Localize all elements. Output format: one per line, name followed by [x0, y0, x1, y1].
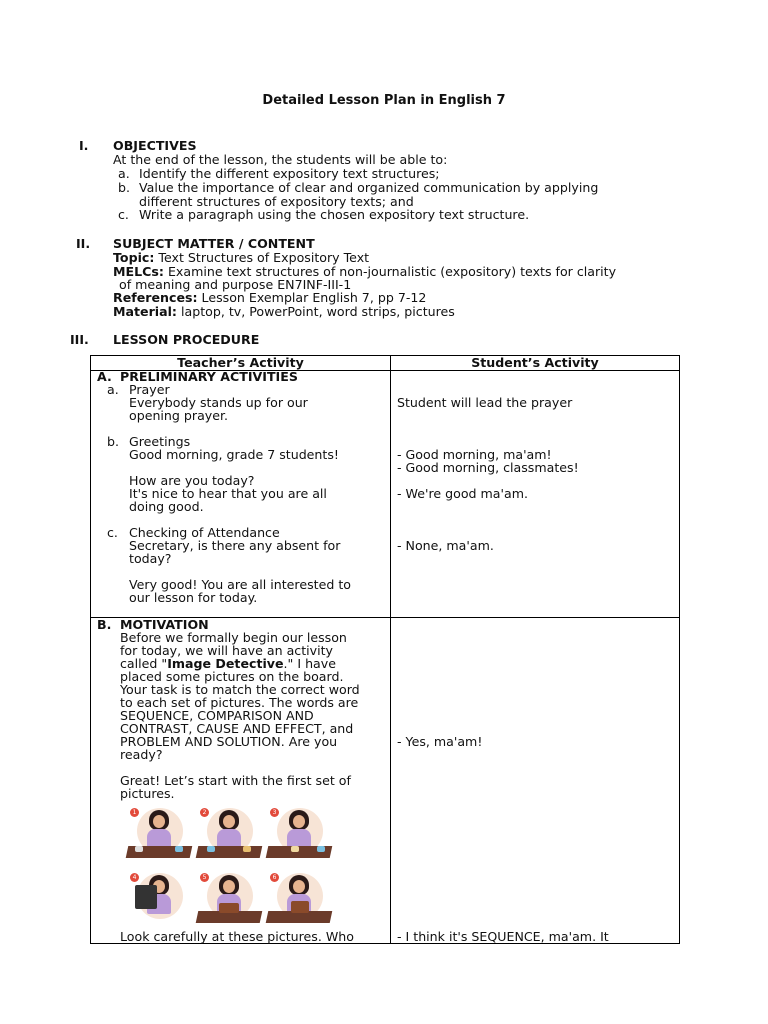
baking-step-picture	[127, 804, 191, 860]
baking-step-picture	[197, 804, 261, 860]
motivation-line-10: ready?	[120, 747, 163, 762]
attendance-text-2: today?	[129, 551, 172, 566]
motivation-line-4: placed some pictures on the board.	[120, 669, 344, 684]
section-a-heading: PRELIMINARY ACTIVITIES	[120, 369, 298, 384]
motivation-line-3-pre: called "	[120, 656, 168, 671]
subject-heading: SUBJECT MATTER / CONTENT	[113, 236, 315, 251]
motivation-line-2: for today, we will have an activity	[120, 643, 334, 658]
step-badge: 3	[270, 808, 279, 817]
greetings-marker: b.	[107, 434, 119, 449]
activity-name: Image Detective	[167, 656, 284, 671]
student-none: - None, ma'am.	[397, 538, 494, 553]
nice-text-2: doing good.	[129, 499, 204, 514]
prayer-text-2: opening prayer.	[129, 408, 229, 423]
motivation-line-3-post: ." I have	[283, 656, 336, 671]
section-numeral-procedure: III.	[70, 332, 89, 347]
section-numeral-subject: II.	[76, 236, 91, 251]
section-b-heading: MOTIVATION	[120, 617, 209, 632]
step-badge: 5	[200, 873, 209, 882]
step-badge: 2	[200, 808, 209, 817]
melcs-value-2: of meaning and purpose EN7INF-III-1	[119, 277, 352, 292]
references-value: Lesson Exemplar English 7, pp 7-12	[201, 290, 427, 305]
objective-marker-a: a.	[118, 166, 130, 181]
prayer-text-1: Everybody stands up for our	[129, 395, 308, 410]
topic-value: Text Structures of Expository Text	[158, 250, 370, 265]
student-column-header: Student’s Activity	[471, 355, 599, 370]
great-text-1: Great! Let’s start with the first set of	[120, 773, 351, 788]
procedure-heading: LESSON PROCEDURE	[113, 332, 260, 347]
verygood-text-2: our lesson for today.	[129, 590, 258, 605]
attendance-label: Checking of Attendance	[129, 525, 280, 540]
verygood-text-1: Very good! You are all interested to	[129, 577, 351, 592]
motivation-line-5: Your task is to match the correct word	[120, 682, 360, 697]
motivation-line-1: Before we formally begin our lesson	[120, 630, 347, 645]
material-label: Material:	[113, 304, 177, 319]
how-text: How are you today?	[129, 473, 255, 488]
material-value: laptop, tv, PowerPoint, word strips, pictures	[181, 304, 455, 319]
objective-a-text: Identify the different expository text structures;	[139, 166, 440, 181]
baking-step-picture	[267, 869, 331, 925]
motivation-line-9: PROBLEM AND SOLUTION. Are you	[120, 734, 338, 749]
motivation-line-6: to each set of pictures. The words are	[120, 695, 359, 710]
teacher-column-header: Teacher’s Activity	[177, 355, 304, 370]
column-divider	[390, 356, 391, 943]
motivation-line-7: SEQUENCE, COMPARISON AND	[120, 708, 314, 723]
nice-text-1: It's nice to hear that you are all	[129, 486, 327, 501]
motivation-line-8: CONTRAST, CAUSE AND EFFECT, and	[120, 721, 354, 736]
section-a-marker: A.	[97, 369, 112, 384]
objectives-intro: At the end of the lesson, the students will be able to:	[113, 152, 448, 167]
objective-b-text-1: Value the importance of clear and organized communication by applying	[139, 180, 599, 195]
student-yes: - Yes, ma'am!	[397, 734, 483, 749]
step-badge: 6	[270, 873, 279, 882]
student-sequence: - I think it's SEQUENCE, ma'am. It	[397, 929, 609, 944]
topic-label: Topic:	[113, 250, 155, 265]
greetings-label: Greetings	[129, 434, 191, 449]
attendance-marker: c.	[107, 525, 118, 540]
activity-table	[90, 355, 680, 944]
step-badge: 4	[130, 873, 139, 882]
step-badge: 1	[130, 808, 139, 817]
student-prayer: Student will lead the prayer	[397, 395, 573, 410]
baking-step-picture	[197, 869, 261, 925]
material-line	[113, 305, 455, 319]
section-numeral-objectives: I.	[79, 138, 89, 153]
greetings-text: Good morning, grade 7 students!	[129, 447, 339, 462]
baking-step-picture	[267, 804, 331, 860]
attendance-text-1: Secretary, is there any absent for	[129, 538, 341, 553]
look-text: Look carefully at these pictures. Who	[120, 929, 354, 944]
references-label: References:	[113, 290, 198, 305]
section-b-marker: B.	[97, 617, 112, 632]
great-text-2: pictures.	[120, 786, 175, 801]
references-line	[113, 291, 426, 305]
document-title: Detailed Lesson Plan in English 7	[262, 93, 506, 108]
topic-line	[113, 251, 369, 265]
melcs-value-1: Examine text structures of non-journalistic (expository) texts for clarity	[167, 264, 617, 279]
melcs-label: MELCs:	[113, 264, 164, 279]
student-good: - We're good ma'am.	[397, 486, 528, 501]
objective-marker-c: c.	[118, 207, 129, 222]
baking-step-picture	[127, 869, 191, 925]
objective-marker-b: b.	[118, 180, 130, 195]
student-greet-2: - Good morning, classmates!	[397, 460, 579, 475]
objective-c-text: Write a paragraph using the chosen expository text structure.	[139, 207, 530, 222]
prayer-label: Prayer	[129, 382, 170, 397]
student-greet-1: - Good morning, ma'am!	[397, 447, 552, 462]
prayer-marker: a.	[107, 382, 119, 397]
objective-b-text-2: different structures of expository texts; and	[139, 194, 414, 209]
objectives-heading: OBJECTIVES	[113, 138, 197, 153]
